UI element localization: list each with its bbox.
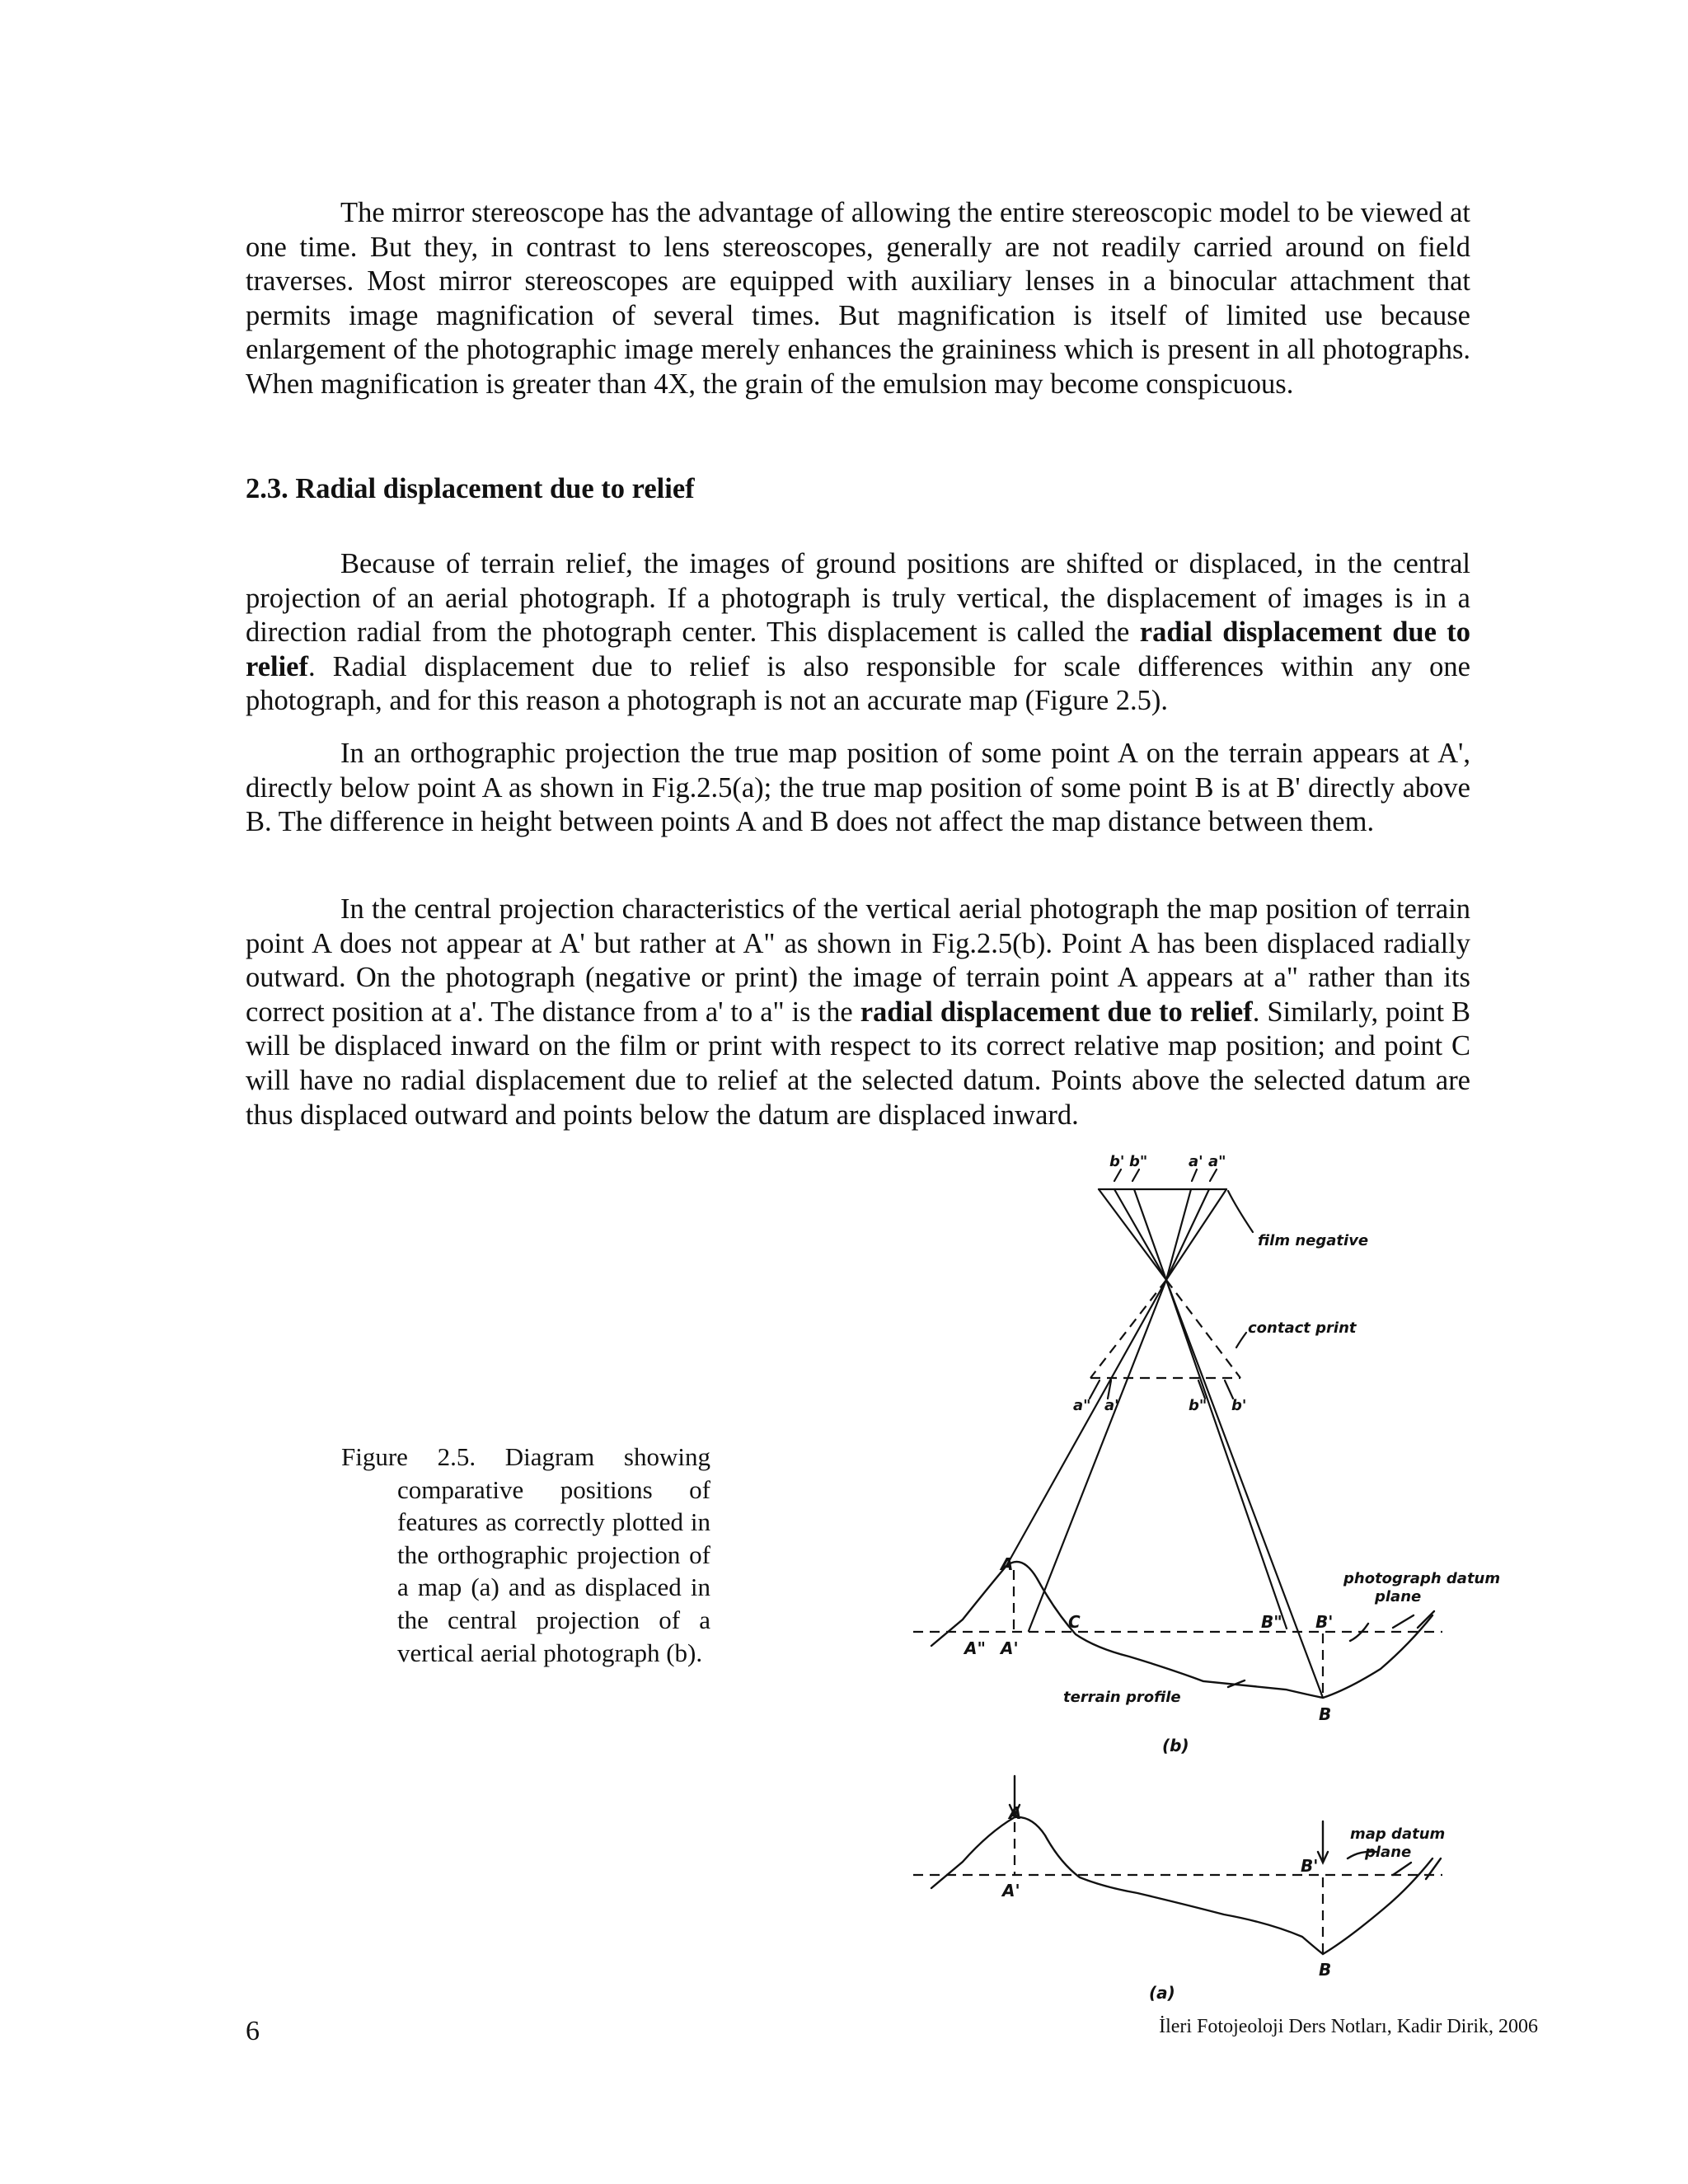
svg-text:(a): (a): [1149, 1983, 1175, 2003]
page-number: 6: [246, 2016, 260, 2046]
svg-text:A: A: [1001, 1554, 1014, 1574]
figure-2-5-diagram: [898, 1141, 1500, 2015]
svg-text:film negative: film negative: [1258, 1232, 1369, 1249]
svg-text:a": a": [1208, 1153, 1226, 1170]
svg-text:B': B': [1315, 1612, 1334, 1632]
svg-text:b': b': [1109, 1153, 1125, 1170]
svg-text:A': A': [1001, 1638, 1019, 1658]
svg-text:B': B': [1301, 1856, 1319, 1876]
svg-text:A: A: [1009, 1803, 1022, 1823]
paragraph-central-projection: In the central projection characteristics of the vertical aerial photograph the map position of terrain point A does not appear at A' but rather at A" as shown in Fig.2.5(b). Point A has been displaced radially outward. On the photograph (negative or print) the image of terrain point A appears at a" rather than its correct position at a'. The distance from a' to a" is the radial displacement due to relief. Similarly, point B will be displaced inward on the film or print with respect to its correct relative map position; and point C will have no radial displacement due to relief at the selected datum. Points above the selected datum are thus displaced outward and points below the datum are displaced inward.: [246, 893, 1471, 1131]
svg-text:(b): (b): [1162, 1736, 1189, 1755]
svg-text:A": A": [964, 1638, 986, 1658]
figure-caption: Figure 2.5. Diagram showing comparative positions of features as correctly plotted in the orthographic projection of a map (a) and as displaced in the central projection of a vertical aerial photograph (b).: [341, 1442, 710, 1667]
section-heading: 2.3. Radial displacement due to relief: [246, 473, 695, 504]
svg-text:a': a': [1189, 1153, 1203, 1170]
svg-text:a': a': [1104, 1397, 1119, 1414]
svg-text:a": a": [1073, 1397, 1091, 1414]
svg-text:photograph datum: photograph datum: [1343, 1570, 1500, 1587]
paragraph-relief-intro: Because of terrain relief, the images of ground positions are shifted or displaced, in the central projection of an aerial photograph. If a photograph is truly vertical, the displacement of images is in a direction radial from the photograph center. This displacement is called the radial displacement due to relief. Radial displacement due to relief is also responsible for scale differences within any one photograph, and for this reason a photograph is not an accurate map (Figure 2.5).: [246, 548, 1471, 717]
svg-text:B": B": [1261, 1612, 1282, 1632]
svg-text:A': A': [1002, 1881, 1020, 1900]
svg-text:B: B: [1319, 1960, 1332, 1980]
svg-text:plane: plane: [1375, 1588, 1422, 1605]
svg-text:B: B: [1319, 1704, 1332, 1724]
svg-text:C: C: [1068, 1612, 1081, 1632]
page-footer: İleri Fotojeoloji Ders Notları, Kadir Dirik, 2006: [1159, 2016, 1538, 2037]
svg-text:map datum: map datum: [1350, 1825, 1446, 1843]
svg-text:b": b": [1129, 1153, 1148, 1170]
svg-text:b': b': [1231, 1397, 1247, 1414]
svg-text:contact print: contact print: [1248, 1319, 1357, 1337]
svg-text:plane: plane: [1365, 1844, 1412, 1861]
paragraph-orthographic: In an orthographic projection the true map position of some point A on the terrain appears at A', directly below point A as shown in Fig.2.5(a); the true map position of some point B is at B' directly above B. The difference in height between points A and B does not affect the map distance between them.: [246, 738, 1470, 838]
svg-text:b": b": [1189, 1397, 1207, 1414]
paragraph-mirror-stereoscope: The mirror stereoscope has the advantage of allowing the entire stereoscopic model to be viewed at one time. But they, in contrast to lens stereoscopes, generally are not readily carried around on field traverses. Most mirror stereoscopes are equipped with auxiliary lenses in a binocular attachment that permits image magnification of several times. But magnification is itself of limited use because enlargement of the photographic image merely enhances the graininess which is present in all photographs. When magnification is greater than 4X, the grain of the emulsion may become conspicuous.: [246, 197, 1470, 400]
svg-text:terrain profile: terrain profile: [1063, 1689, 1181, 1706]
